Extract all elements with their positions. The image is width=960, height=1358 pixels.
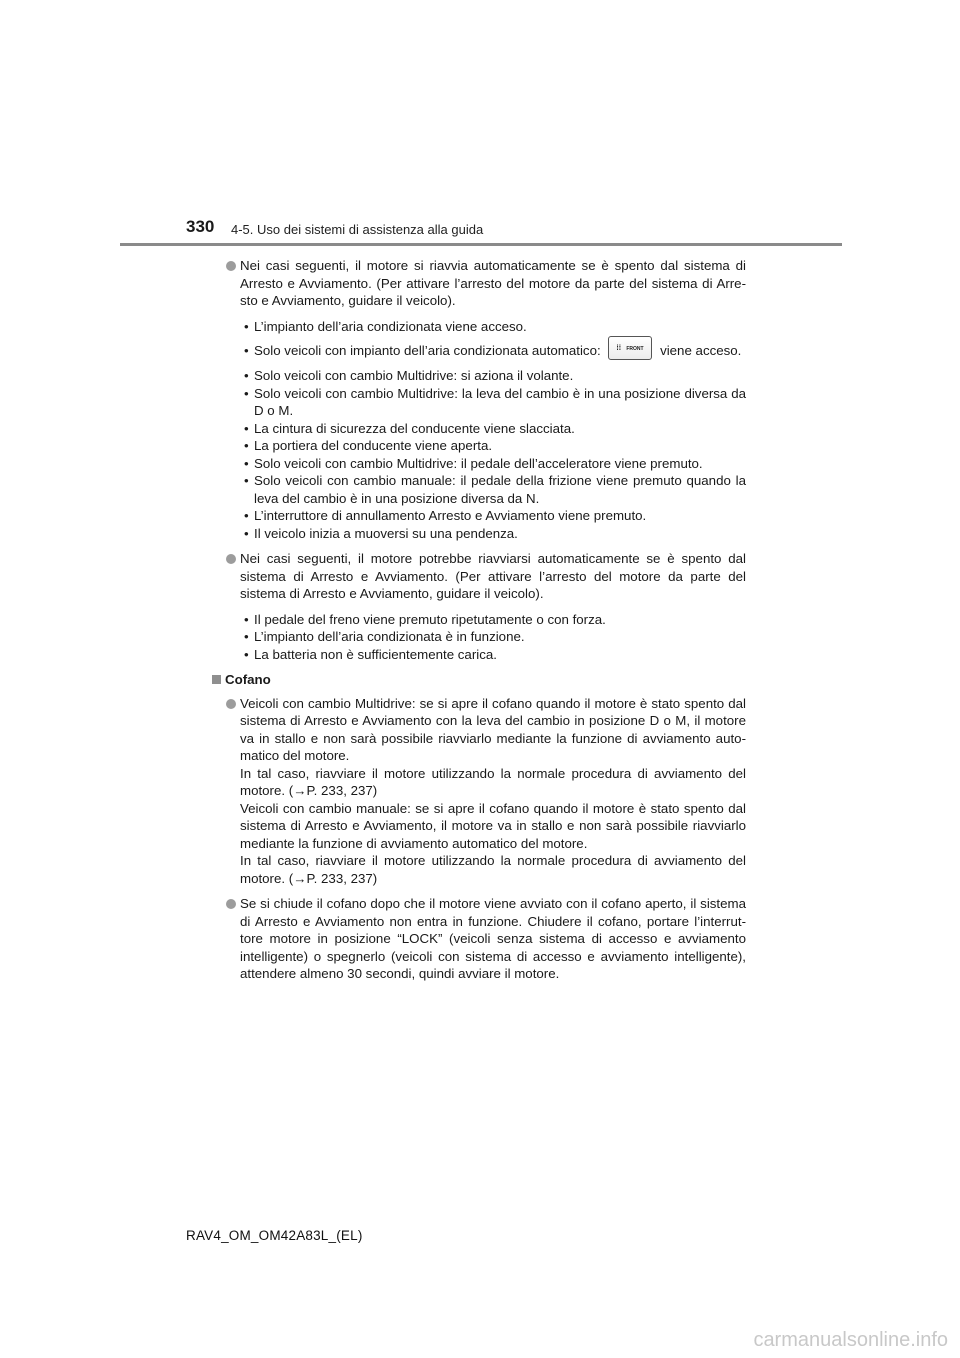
circle-bullet-icon	[226, 699, 236, 709]
paragraph-text: Se si chiude il cofano dopo che il motore viene avviato con il cofano aperto, il sistema di Arresto e Avviamento non entra in funzione. Chiudere il cofano, portare l’interrut-tore motore in posizione “LOCK” (veicoli senza sistema di accesso e avviamento intelligente) o spegnerlo (veicoli con sistema di accesso e avviamento intelligente), attendere almeno 30 secondi, quindi avviare il motore.	[240, 896, 746, 982]
section-heading: Cofano	[212, 671, 746, 689]
conditions-list	[226, 318, 746, 543]
bullet-paragraph: Veicoli con cambio Multidrive: se si apre il cofano quando il motore è stato spento dal sistema di Arresto e Avviamento con la leva del cambio in posizione D o M, il motore va in stallo e non sarà possibile riavviarlo mediante la funzione di avviamento auto-matico del motore. In tal caso, riavviare il motore utilizzando la normale procedura di avviamento del motore. (→P. 233, 237) Veicoli con cambio manuale: se si apre il cofano quando il motore è stato spento dal sistema di Arresto e Avviamento, il motore va in stallo e non sarà possibile riavviarlo mediante la funzione di avviamento automatico del motore. In tal caso, riavviare il motore utilizzando la normale procedura di avviamento del motore. (→P. 233, 237)	[226, 695, 746, 888]
front-defroster-icon: ⁞⁞ FRONT	[608, 336, 652, 360]
document-code: RAV4_OM_OM42A83L_(EL)	[186, 1228, 363, 1243]
list-item: • Solo veicoli con cambio Multidrive: la leva del cambio è in una posizione diversa da D o M.	[244, 385, 746, 419]
circle-bullet-icon	[226, 261, 236, 271]
list-item: • La portiera del conducente viene aperta.	[244, 438, 493, 454]
page-number: 330	[186, 217, 215, 236]
list-item: • Solo veicoli con cambio manuale: il pedale della frizione viene premuto quando la leva del cambio è in una posizione diversa da N.	[244, 473, 746, 506]
conditions-list	[226, 611, 746, 664]
list-item: • L’impianto dell’aria condizionata è in funzione.	[244, 629, 525, 645]
list-item: • L’interruttore di annullamento Arresto e Avviamento viene premuto.	[244, 508, 647, 524]
list-item: • L’impianto dell’aria condizionata viene acceso.	[244, 318, 527, 334]
paragraph-text: Nei casi seguenti, il motore potrebbe riavviarsi automaticamente se è spento dal sistema di Arresto e Avviamento. (Per attivare l’arresto del motore da parte del sistema di Arresto e Avviamento, guidare il veicolo).	[240, 551, 746, 602]
list-item: • Solo veicoli con cambio Multidrive: si aziona il volante.	[244, 368, 574, 384]
paragraph-text: Nei casi seguenti, il motore si riavvia automaticamente se è spento dal sistema di Arresto e Avviamento. (Per attivare l’arresto del motore da parte del sistema di Arre-sto e Avviamento, guidare il veicolo).	[240, 258, 746, 308]
bullet-paragraph	[226, 257, 746, 310]
list-item: • Il pedale del freno viene premuto ripetutamente o con forza.	[244, 611, 606, 627]
main-content	[226, 257, 746, 991]
list-item: • Il veicolo inizia a muoversi su una pendenza.	[244, 525, 518, 541]
list-item: • La cintura di sicurezza del conducente viene slacciata.	[244, 420, 575, 436]
circle-bullet-icon	[226, 899, 236, 909]
section-title: 4-5. Uso dei sistemi di assistenza alla guida	[231, 222, 484, 237]
square-bullet-icon	[212, 675, 221, 684]
watermark: carmanualsonline.info	[753, 1329, 948, 1351]
circle-bullet-icon	[226, 554, 236, 564]
header-divider	[120, 243, 842, 246]
bullet-paragraph	[226, 895, 746, 983]
list-item: • La batteria non è sufficientemente carica.	[244, 646, 497, 662]
list-item: • Solo veicoli con impianto dell’aria condizionata automatico: ⁞⁞ FRONT viene acceso.	[240, 342, 746, 360]
bullet-paragraph	[226, 550, 746, 603]
list-item: • Solo veicoli con cambio Multidrive: il pedale dell’acceleratore viene premuto.	[244, 455, 703, 471]
